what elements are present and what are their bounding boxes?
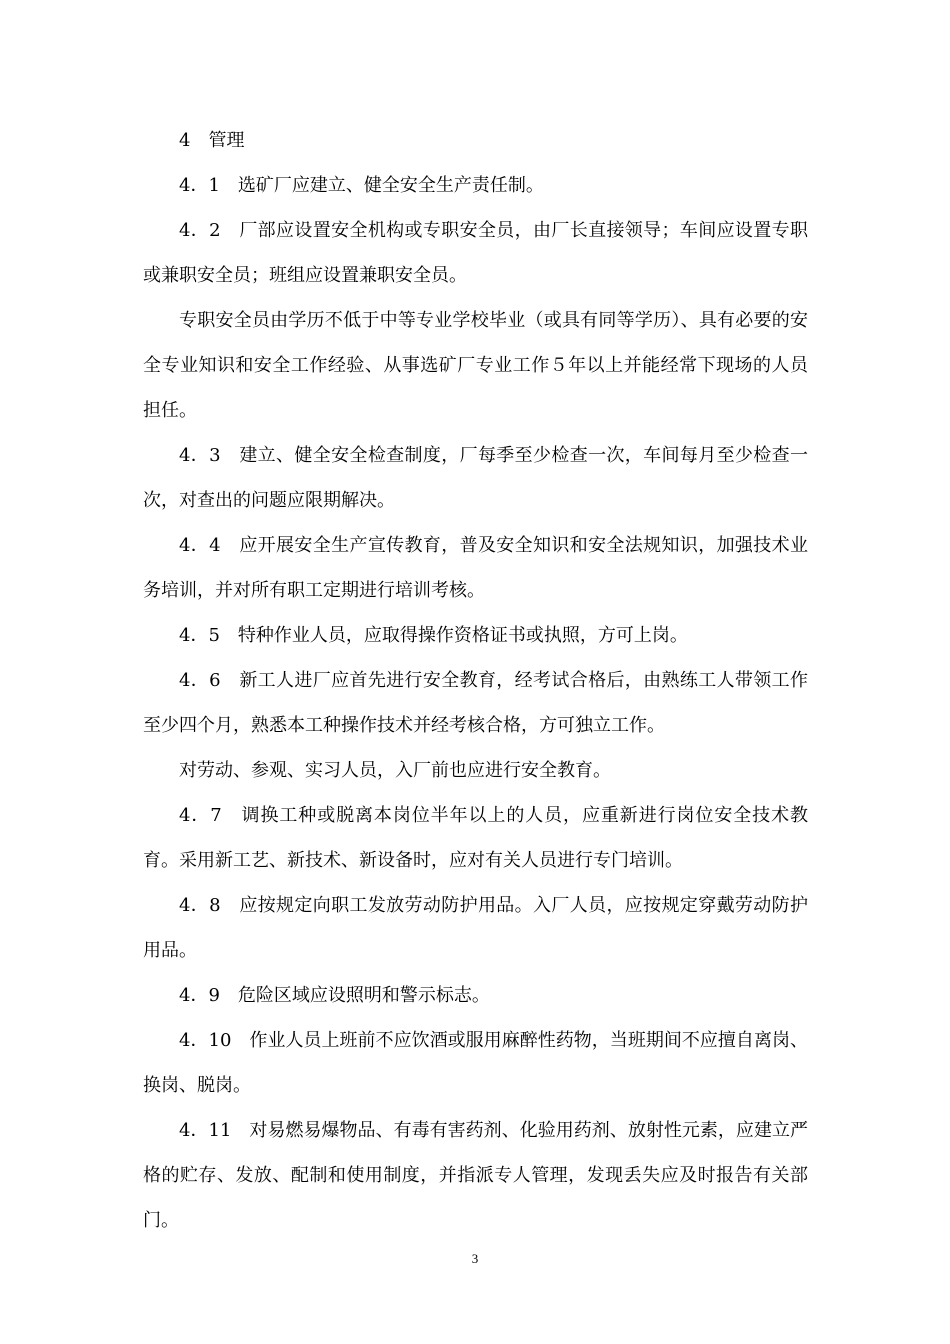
clause-4-2: 4．2 厂部应设置安全机构或专职安全员，由厂长直接领导；车间应设置专职或兼职安全员；班组应设置兼职安全员。 [143, 220, 808, 286]
clause-4-4: 4．4 应开展安全生产宣传教育，普及安全知识和安全法规知识，加强技术业务培训，并对所有职工定期进行培训考核。 [143, 535, 808, 601]
clause-4-2-note: 专职安全员由学历不低于中等专业学校毕业（或具有同等学历）、具有必要的安全专业知识和安全工作经验、从事选矿厂专业工作５年以上并能经常下现场的人员担任。 [143, 310, 808, 421]
page-number: 3 [471, 1251, 479, 1266]
clause-4-10: 4．10 作业人员上班前不应饮酒或服用麻醉性药物，当班期间不应擅自离岗、换岗、脱岗。 [143, 1030, 808, 1096]
clause-4-9: 4．9 危险区域应设照明和警示标志。 [179, 985, 490, 1006]
clause-4-6: 4．6 新工人进厂应首先进行安全教育，经考试合格后，由熟练工人带领工作至少四个月，熟悉本工种操作技术并经考核合格，方可独立工作。 [143, 670, 808, 736]
clause-4-11: 4．11 对易燃易爆物品、有毒有害药剂、化验用药剂、放射性元素，应建立严格的贮存、发放、配制和使用制度，并指派专人管理，发现丢失应及时报告有关部门。 [143, 1120, 808, 1231]
clause-4-8: 4．8 应按规定向职工发放劳动防护用品。入厂人员，应按规定穿戴劳动防护用品。 [143, 895, 808, 961]
section-heading: 4 管理 [179, 130, 245, 151]
clause-4-6-note: 对劳动、参观、实习人员，入厂前也应进行安全教育。 [179, 760, 611, 781]
clause-4-1: 4．1 选矿厂应建立、健全安全生产责任制。 [179, 175, 544, 196]
document-body [143, 118, 808, 1243]
clause-4-3: 4．3 建立、健全安全检查制度，厂每季至少检查一次，车间每月至少检查一次，对查出的问题应限期解决。 [143, 445, 808, 511]
clause-4-7: 4．7 调换工种或脱离本岗位半年以上的人员，应重新进行岗位安全技术教育。采用新工艺、新技术、新设备时，应对有关人员进行专门培训。 [143, 805, 808, 871]
clause-4-5: 4．5 特种作业人员，应取得操作资格证书或执照，方可上岗。 [179, 625, 688, 646]
